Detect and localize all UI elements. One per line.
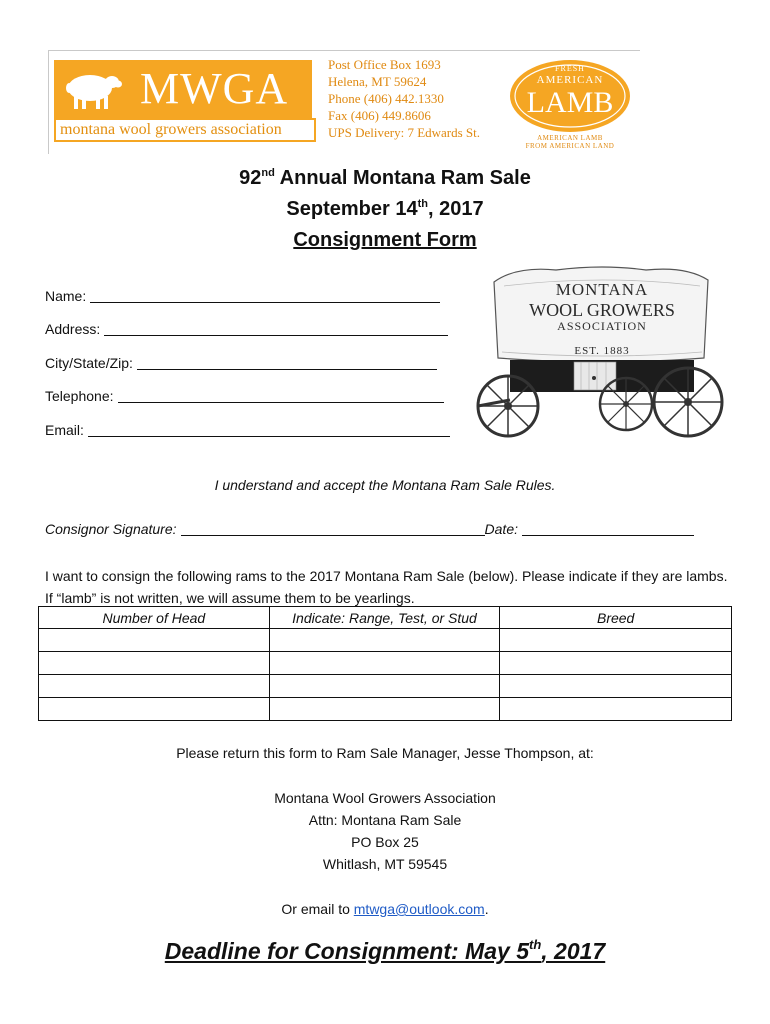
cell-range-test-stud[interactable]: [269, 698, 500, 721]
mwga-subtitle-box: [54, 118, 316, 142]
telephone-field[interactable]: [45, 388, 444, 404]
email-link[interactable]: mtwga@outlook.com: [353, 901, 485, 917]
lamb-logo-american: AMERICAN: [536, 74, 604, 86]
american-lamb-logo: [506, 54, 634, 150]
name-field[interactable]: [45, 288, 440, 304]
header-breed: Breed: [500, 607, 732, 629]
email-blank[interactable]: [88, 423, 450, 437]
cell-range-test-stud[interactable]: [269, 675, 500, 698]
wagon-text-wool-growers: WOOL GROWERS: [529, 300, 675, 320]
date-label: Date:: [484, 521, 518, 537]
deadline-notice: Deadline for Consignment: May 5th, 2017: [164, 937, 606, 964]
date-blank[interactable]: [522, 522, 694, 536]
mwga-logo-banner: [54, 60, 312, 118]
table-row: [39, 698, 732, 721]
cell-breed[interactable]: [500, 675, 732, 698]
telephone-label: Telephone:: [45, 388, 114, 404]
table-header-row: [39, 607, 732, 629]
email-label: Email:: [45, 422, 84, 438]
telephone-blank[interactable]: [118, 389, 444, 403]
wagon-wheel-right: [654, 368, 722, 436]
cell-number-of-head[interactable]: [39, 698, 270, 721]
letterhead-border-left: [48, 50, 49, 154]
email-field[interactable]: [45, 422, 450, 438]
cell-breed[interactable]: [500, 652, 732, 675]
sheep-icon: [60, 66, 126, 112]
cell-number-of-head[interactable]: [39, 675, 270, 698]
header-number-of-head: Number of Head: [39, 607, 270, 629]
table-row: [39, 675, 732, 698]
contact-line: Phone (406) 442.1330: [328, 91, 444, 106]
signature-label: Consignor Signature:: [45, 521, 177, 537]
address-label: Address:: [45, 321, 101, 337]
return-address-line: Attn: Montana Ram Sale: [308, 812, 462, 828]
wagon-wheel-left: [478, 376, 538, 436]
lamb-logo-lamb: LAMB: [526, 86, 614, 119]
letterhead-border-top: [48, 50, 640, 51]
city-state-zip-field[interactable]: [45, 355, 437, 371]
cell-breed[interactable]: [500, 698, 732, 721]
name-label: Name:: [45, 288, 87, 304]
mwga-letters: MWGA: [140, 64, 289, 113]
table-row: [39, 652, 732, 675]
signature-row: [45, 521, 694, 537]
city-state-zip-label: City/State/Zip:: [45, 355, 133, 371]
cell-range-test-stud[interactable]: [269, 652, 500, 675]
contact-line: Fax (406) 449.8606: [328, 108, 431, 123]
return-instructions: Please return this form to Ram Sale Manager, Jesse Thompson, at:: [176, 745, 594, 761]
table-row: [39, 629, 732, 652]
wagon-wheel-middle: [600, 378, 652, 430]
address-field[interactable]: [45, 321, 448, 337]
cell-breed[interactable]: [500, 629, 732, 652]
mwga-full-name: montana wool growers association: [60, 121, 282, 138]
letterhead: [48, 50, 640, 154]
cell-number-of-head[interactable]: [39, 629, 270, 652]
title-line-3: Consignment Form: [293, 229, 477, 251]
contact-line: Helena, MT 59624: [328, 74, 427, 89]
return-address-line: PO Box 25: [351, 834, 419, 850]
return-address-line: Whitlash, MT 59545: [322, 856, 448, 872]
wagon-text-association: ASSOCIATION: [557, 319, 647, 333]
consign-instructions: I want to consign the following rams to the 2017 Montana Ram Sale (below). Please indicate if they are lambs. If “lamb” is not written, we will assume them to be yearlings.: [45, 568, 728, 606]
title-line-1: 92nd Annual Montana Ram Sale: [239, 167, 531, 189]
mwga-logo: [54, 60, 364, 140]
covered-wagon-logo: [476, 262, 730, 442]
contact-line: UPS Delivery: 7 Edwards St.: [328, 125, 481, 140]
title-line-2: September 14th, 2017: [286, 198, 484, 220]
ram-consignment-table: [38, 606, 732, 721]
rules-acceptance: I understand and accept the Montana Ram Sale Rules.: [214, 477, 556, 493]
form-title: [0, 163, 770, 256]
return-address-line: Montana Wool Growers Association: [274, 790, 496, 806]
lamb-logo-tagline1: AMERICAN LAMB: [537, 134, 603, 142]
header-range-test-stud: Indicate: Range, Test, or Stud: [269, 607, 500, 629]
email-return-line: Or email to mtwga@outlook.com.: [281, 901, 489, 917]
contact-line: Post Office Box 1693: [328, 57, 441, 72]
lamb-logo-fresh: FRESH: [555, 64, 585, 73]
signature-blank[interactable]: [181, 522, 485, 536]
city-state-zip-blank[interactable]: [137, 356, 437, 370]
lamb-logo-tagline2: FROM AMERICAN LAND: [525, 142, 615, 150]
cell-number-of-head[interactable]: [39, 652, 270, 675]
contact-info: [328, 56, 480, 141]
address-blank[interactable]: [104, 322, 448, 336]
name-blank[interactable]: [90, 289, 440, 303]
wagon-text-montana: MONTANA: [555, 280, 649, 299]
cell-range-test-stud[interactable]: [269, 629, 500, 652]
wagon-text-est: EST. 1883: [574, 345, 630, 357]
